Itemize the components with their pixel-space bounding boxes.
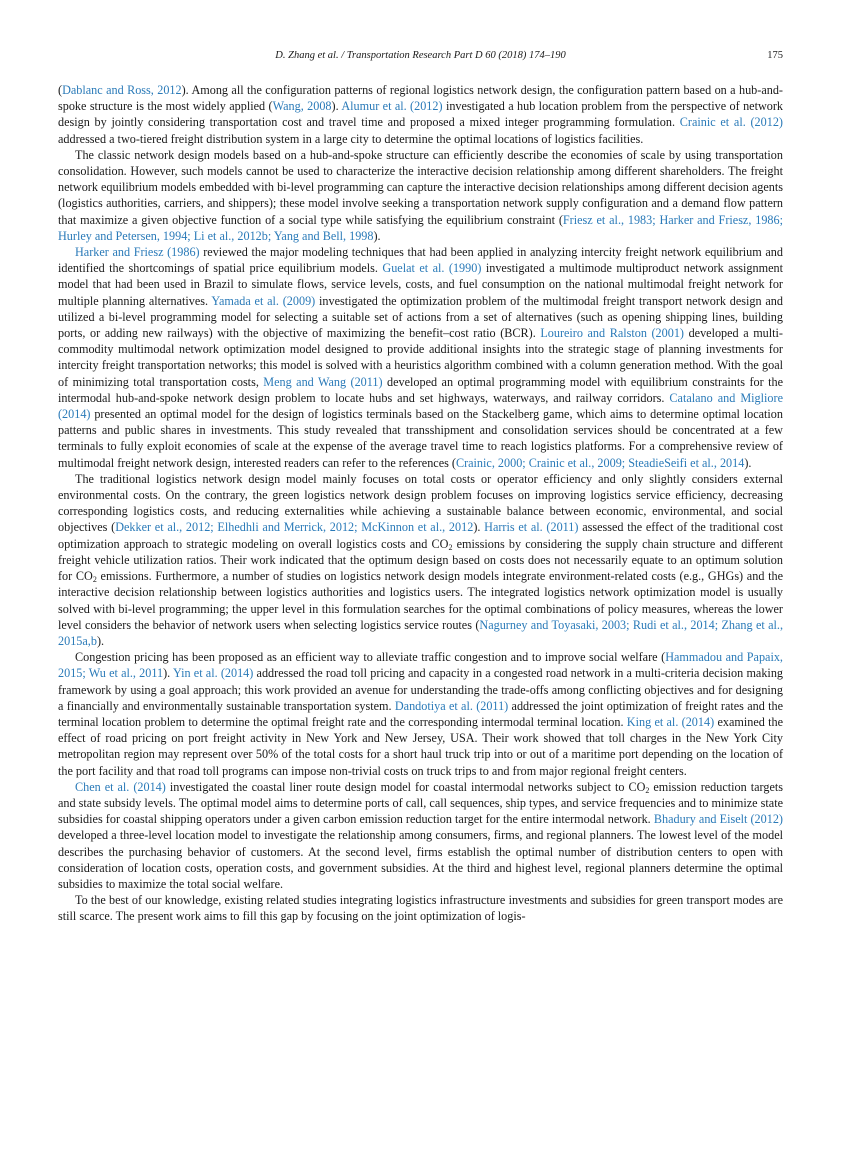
text-run: ). Among all the configuration patterns of regional logistics network design, the configuration pattern based on a hub-and-spoke structure is the most widely applied (: [58, 83, 783, 114]
citation-link[interactable]: Nagurney and Toyasaki, 2003; Rudi et al., 2014; Zhang et al., 2015a,b: [58, 617, 784, 648]
citation-link[interactable]: Friesz et al., 1983; Harker and Friesz, 1986; Hurley and Petersen, 1994; Li et al., 2012b; Yang and Bell, 1998: [58, 212, 783, 243]
citation-link[interactable]: Crainic et al. (2012): [679, 115, 783, 130]
citation-link[interactable]: Dablanc and Ross, 2012: [62, 83, 182, 97]
citation-link[interactable]: Harker and Friesz (1986): [75, 245, 200, 260]
text-run: emission reduction targets and state subsidy levels. The optimal model aims to determine ports of call, call sequences, ship types, and service frequencies and to minimize state subsidies for coastal shipping operators under a given carbon emission reduction target for the entire intermodal network.: [58, 779, 783, 827]
citation-link[interactable]: Yin et al. (2014): [172, 666, 254, 681]
text-run: ).: [744, 455, 752, 470]
text-run: presented an optimal model for the design of logistics terminals based on the Stackelberg game, which aims to determine optimal location patterns and public shares in investments. This study revealed that transshipment and consolidation services should be concentrated at a few terminals to fully exploit economies of scale at the expense of the average travel time to reach logistics platforms. For a comprehensive review of multimodal freight network design, interested readers can refer to the references (: [58, 407, 783, 470]
subscript: 2: [645, 785, 650, 795]
text-run: developed an optimal programming model with equilibrium constraints for the intermodal hub-and-spoke network design problem to locate hubs and set highways, waterways, and railway corridors.: [58, 374, 783, 405]
text-run: ).: [163, 666, 173, 681]
citation-link[interactable]: King et al. (2014): [626, 714, 715, 729]
text-run: assessed the effect of the traditional cost optimization approach to strategic modeling on overall logistics costs and CO: [58, 520, 783, 551]
citation-link[interactable]: Alumur et al. (2012): [341, 99, 443, 114]
journal-citation: D. Zhang et al. / Transportation Research Part D 60 (2018) 174–190: [275, 50, 566, 61]
paragraph: [58, 82, 783, 147]
text-run: emissions by considering the supply chain structure and different freight vehicle utilization ratios. Their work indicated that the optimum design based on costs does not necessarily equate to an optimum solution for CO: [58, 536, 783, 584]
citation-link[interactable]: Bhadury and Eiselt (2012): [653, 812, 783, 827]
page-number: 175: [767, 50, 783, 61]
text-run: The traditional logistics network design model mainly focuses on total costs or operator efficiency and only slightly considers external environmental costs. On the contrary, the green logistics network design problem focuses on improving logistics service efficiency, decreasing corresponding logistics costs, and reducing externalities while achieving a sustainable balance between economic, environmental, and social objectives (: [58, 471, 783, 535]
text-run: ).: [473, 520, 485, 535]
paragraph: [58, 147, 783, 244]
citation-link[interactable]: Yamada et al. (2009): [211, 293, 316, 308]
text-run: addressed the road toll pricing and capacity in a congested road network in a multi-criteria decision making framework by using a goal approach; this work provided an avenue for understanding the trade-offs among conflicting objectives and for designing a financially and environmentally sustainable transportation system.: [58, 666, 784, 713]
text-run: developed a three-level location model to investigate the relationship among consumers, firms, and regional planners. The lowest level of the model describes the purchasing behavior of customers. At the second level, firms establish the optimal number of distribution centers to open with consideration of location costs, operation costs, and government subsidies. At the third and highest level, regional planners determine the optimal subsidies to maximize the total social welfare.: [58, 828, 783, 891]
page: [58, 48, 783, 925]
citation-link[interactable]: Harris et al. (2011): [484, 520, 579, 535]
paragraph: [58, 471, 783, 649]
text-run: ).: [331, 99, 342, 114]
text-run: (: [58, 83, 63, 97]
text-run: reviewed the major modeling techniques that had been applied in analyzing intercity freight network equilibrium and identified the shortcomings of spatial price equilibrium models.: [58, 245, 783, 276]
text-run: developed a multi-commodity multimodal network optimization model designed to provide additional insights into the strategic stage of planning investments for intercity freight transportation networks; this model is solved with a heuristics algorithm combined with a column generation method. With the goal of minimizing total transportation costs,: [58, 326, 783, 389]
text-run: investigated the coastal liner route design model for coastal intermodal networks subject to CO: [165, 779, 646, 794]
citation-link[interactable]: Meng and Wang (2011): [263, 374, 383, 389]
text-run: ).: [96, 633, 105, 648]
paragraph: [58, 779, 783, 892]
citation-link[interactable]: Dekker et al., 2012; Elhedhli and Merrick, 2012; McKinnon et al., 2012: [115, 520, 474, 535]
subscript: 2: [92, 575, 97, 585]
paragraph: [58, 649, 783, 779]
text-run: ).: [373, 228, 381, 243]
text-run: Congestion pricing has been proposed as an efficient way to alleviate traffic congestion and to improve social welfare (: [75, 650, 666, 665]
text-run: The classic network design models based on a hub-and-spoke structure can efficiently describe the economies of scale by using transportation consolidation. However, such models cannot be used to characterize the interactive decision relationship among different shareholders. The freight network equilibrium models embedded with bi-level programming can capture the interactive decision relationships among different decision agents (logistics authorities, carriers, and shippers); these model involve seeking a transportation network supply configuration and a demand flow pattern that maximize a given objective function of a social type while satisfying the equilibrium constraint (: [58, 147, 783, 227]
text-run: addressed a two-tiered freight distribution system in a large city to determine the optimal locations of logistics facilities.: [58, 131, 644, 146]
paragraph: [58, 892, 783, 924]
citation-link[interactable]: Chen et al. (2014): [75, 779, 166, 794]
citation-link[interactable]: Crainic, 2000; Crainic et al., 2009; SteadieSeifi et al., 2014: [455, 455, 745, 470]
text-run: addressed the joint optimization of freight rates and the terminal location problem to determine the optimal freight rate and the corresponding intermodal terminal location.: [58, 698, 783, 729]
text-run: examined the effect of road pricing on port freight activity in New York and New Jersey, USA. Their work showed that toll charges in the New York City metropolitan region may represent over 50% of the total costs for a short haul truck trip into or out of a maritime port depending on the location of the port facility and that road toll programs can impose non-trivial costs on truck trips to and from major regional freight centers.: [58, 714, 783, 778]
subscript: 2: [448, 542, 453, 552]
running-header: [58, 48, 783, 68]
citation-link[interactable]: Guelat et al. (1990): [382, 261, 482, 276]
text-run: investigated a hub location problem from the perspective of network design by jointly considering transportation cost and travel time and proposed a mixed integer programming formulation.: [58, 99, 784, 130]
citation-link[interactable]: Hammadou and Papaix, 2015; Wu et al., 2011: [58, 650, 783, 681]
citation-link[interactable]: Loureiro and Ralston (2001): [540, 326, 684, 341]
text-run: emissions. Furthermore, a number of studies on logistics network design models integrate environment-related costs (e.g., GHGs) and the interactive decision relationship between logistics authorities and logistics users. The integrated logistics network optimization model is usually solved with bi-level programming; the upper level in this formulation searches for the optimal combinations of policy measures, whereas the lower level considers the behavior of network users when selecting logistics service routes (: [58, 569, 783, 632]
citation-link[interactable]: Wang, 2008: [272, 99, 332, 114]
text-run: investigated a multimode multiproduct network assignment model that had been used in Brazil to simulate flows, service levels, costs, and fuel consumption on the national multimodal freight network for multiple planning alternatives.: [58, 261, 783, 308]
article-body: [58, 82, 783, 925]
text-run: investigated the optimization problem of the multimodal freight transport network design and utilized a bi-level programming model for selecting a suitable set of actions from a set of alternatives (such as opening shipping lines, building ports, or adding new railways) with the objective of maximizing the benefit–cost ratio (BCR).: [58, 293, 783, 341]
citation-link[interactable]: Catalano and Migliore (2014): [58, 390, 783, 422]
citation-link[interactable]: Dandotiya et al. (2011): [394, 698, 509, 713]
paragraph: [58, 244, 783, 471]
text-run: To the best of our knowledge, existing related studies integrating logistics infrastructure investments and subsidies for green transport modes are still scarce. The present work aims to fill this gap by focusing on the joint optimization of logis-: [58, 893, 783, 924]
